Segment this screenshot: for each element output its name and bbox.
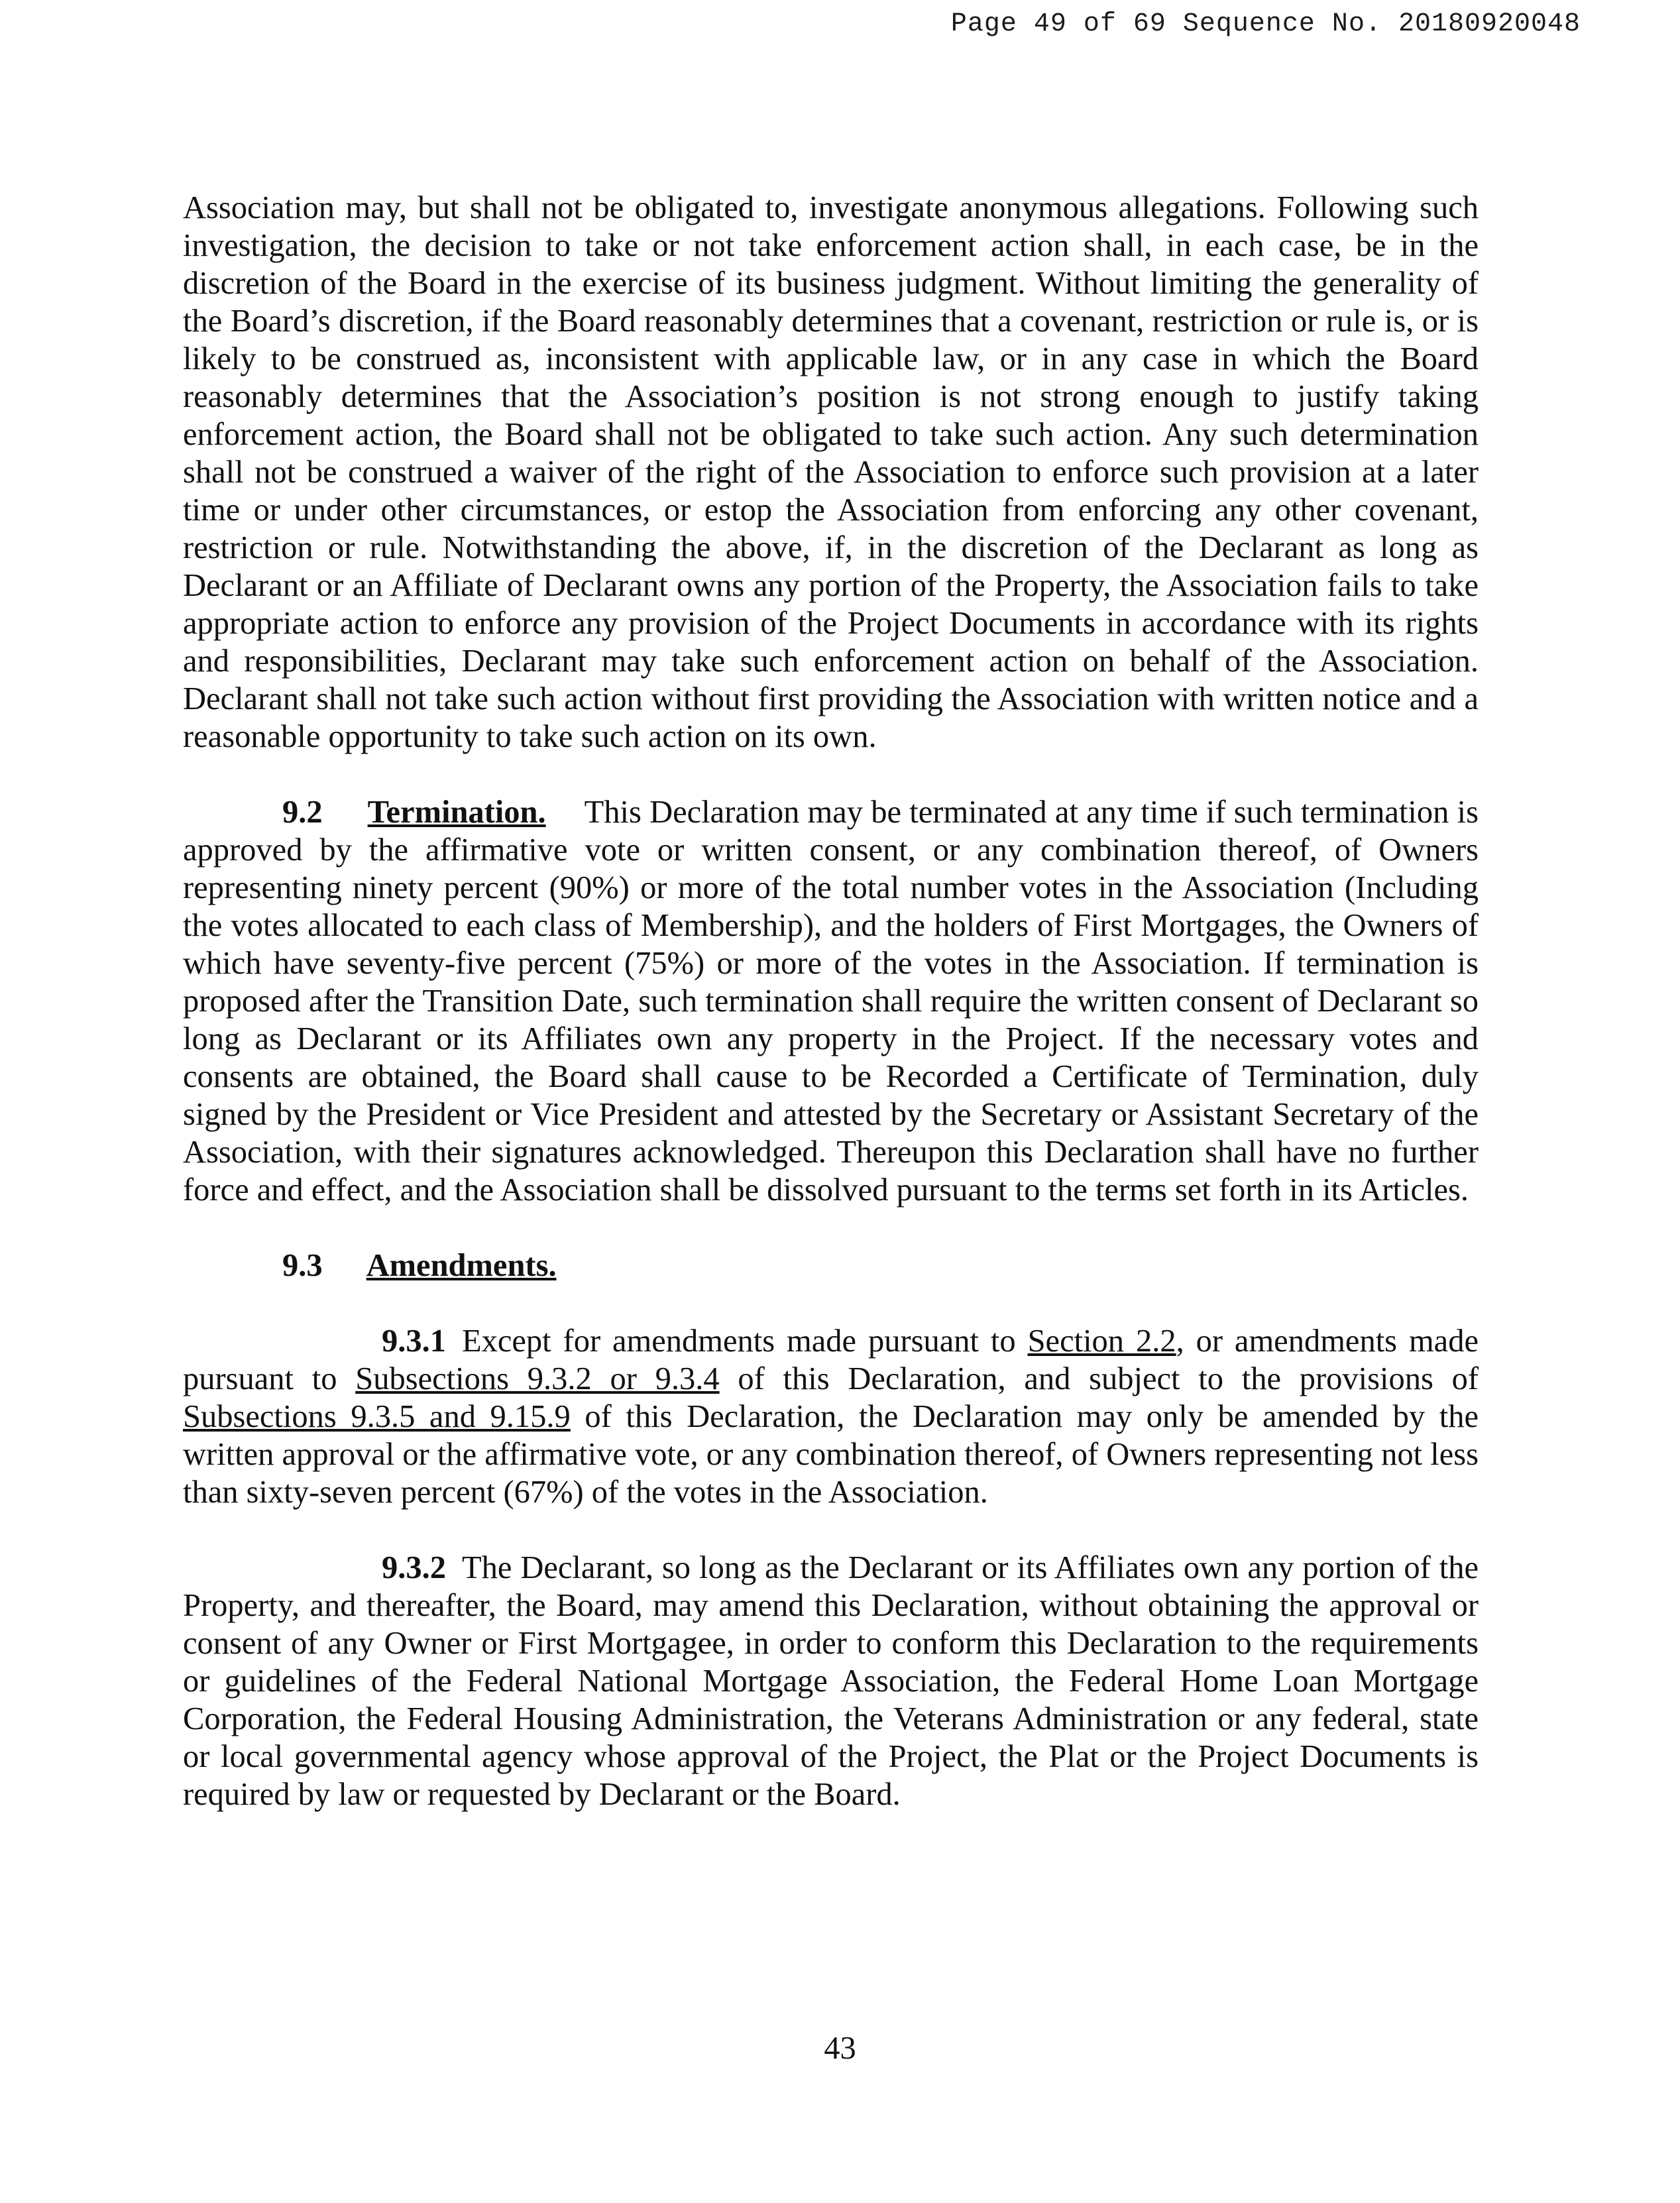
- cross-reference: Section 2.2: [1027, 1324, 1176, 1359]
- section-body: This Declaration may be terminated at any time if such termination is approved by the affirmative vote or written consent, or any combination thereof, of Owners representing ninety percent (90%) or more of the total number votes in the Association (Including the votes allocated to each class of Membership), and the holders of First Mortgages, the Owners of which have seventy-five percent (75%) or more of the votes in the Association. If termination is proposed after the Transition Date, such termination shall require the written consent of Declarant so long as Declarant or its Affiliates own any property in the Project. If the necessary votes and consents are obtained, the Board shall cause to be Recorded a Certificate of Termination, duly signed by the President or Vice President and attested by the Secretary or Assistant Secretary of the Association, with their signatures acknowledged. Thereupon this Declaration shall have no further force and effect, and the Association shall be dissolved pursuant to the terms set forth in its Articles.: [183, 795, 1479, 1208]
- cross-reference: Subsections 9.3.2 or 9.3.4: [355, 1361, 720, 1396]
- subsection-text: The Declarant, so long as the Declarant or its Affiliates own any portion of the Property, and thereafter, the Board, may amend this Declaration, without obtaining the approval or consent of any Owner or First Mortgagee, in order to conform this Declaration to the requirements or guidelines of the Federal National Mortgage Association, the Federal Home Loan Mortgage Corporation, the Federal Housing Administration, the Veterans Administration or any federal, state or local governmental agency whose approval of the Project, the Plat or the Project Documents is required by law or requested by Declarant or the Board.: [183, 1550, 1479, 1812]
- document-body: [183, 189, 1479, 1851]
- section-9-2-termination: [183, 793, 1479, 1209]
- section-title: Termination.: [367, 795, 546, 830]
- subsection-text: of this Declaration, and subject to the provisions of: [719, 1361, 1479, 1396]
- subsection-text: , or amendments made pursuant to: [183, 1324, 1479, 1396]
- page-number: 43: [824, 2031, 856, 2066]
- section-number: 9.2: [282, 795, 323, 830]
- section-9-3-amendments-heading: [282, 1247, 1479, 1284]
- subsection-number: 9.3.1: [382, 1324, 446, 1359]
- continuation-paragraph: Association may, but shall not be obligated to, investigate anonymous allegations. Following such investigation, the decision to take or not take enforcement action shall, in each case, be in the discretion of the Board in the exercise of its business judgment. Without limiting the generality of the Board’s discretion, if the Board reasonably determines that a covenant, restriction or rule is, or is likely to be construed as, inconsistent with applicable law, or in any case in which the Board reasonably determines that the Association’s position is not strong enough to justify taking enforcement action, the Board shall not be obligated to take such action. Any such determination shall not be construed a waiver of the right of the Association to enforce such provision at a later time or under other circumstances, or estop the Association from enforcing any other covenant, restriction or rule. Notwithstanding the above, if, in the discretion of the Declarant as long as Declarant or an Affiliate of Declarant owns any portion of the Property, the Association fails to take appropriate action to enforce any provision of the Project Documents in accordance with its rights and responsibilities, Declarant may take such enforcement action on behalf of the Association. Declarant shall not take such action without first providing the Association with written notice and a reasonable opportunity to take such action on its own.: [183, 190, 1479, 754]
- subsection-9-3-2: [183, 1549, 1479, 1813]
- section-title: Amendments.: [366, 1248, 557, 1283]
- subsection-number: 9.3.2: [382, 1550, 446, 1585]
- subsection-9-3-1: [183, 1322, 1479, 1511]
- section-number: 9.3: [282, 1248, 323, 1283]
- subsection-text: of this Declaration, the Declaration may only be amended by the written approval or the affirmative vote, or any combination thereof, of Owners representing not less than sixty-seven percent (67%) of the votes in the Association.: [183, 1399, 1479, 1510]
- subsection-text: Except for amendments made pursuant to: [462, 1324, 1028, 1359]
- cross-reference: Subsections 9.3.5 and 9.15.9: [183, 1399, 571, 1434]
- recording-header: Page 49 of 69 Sequence No. 20180920048: [950, 9, 1581, 39]
